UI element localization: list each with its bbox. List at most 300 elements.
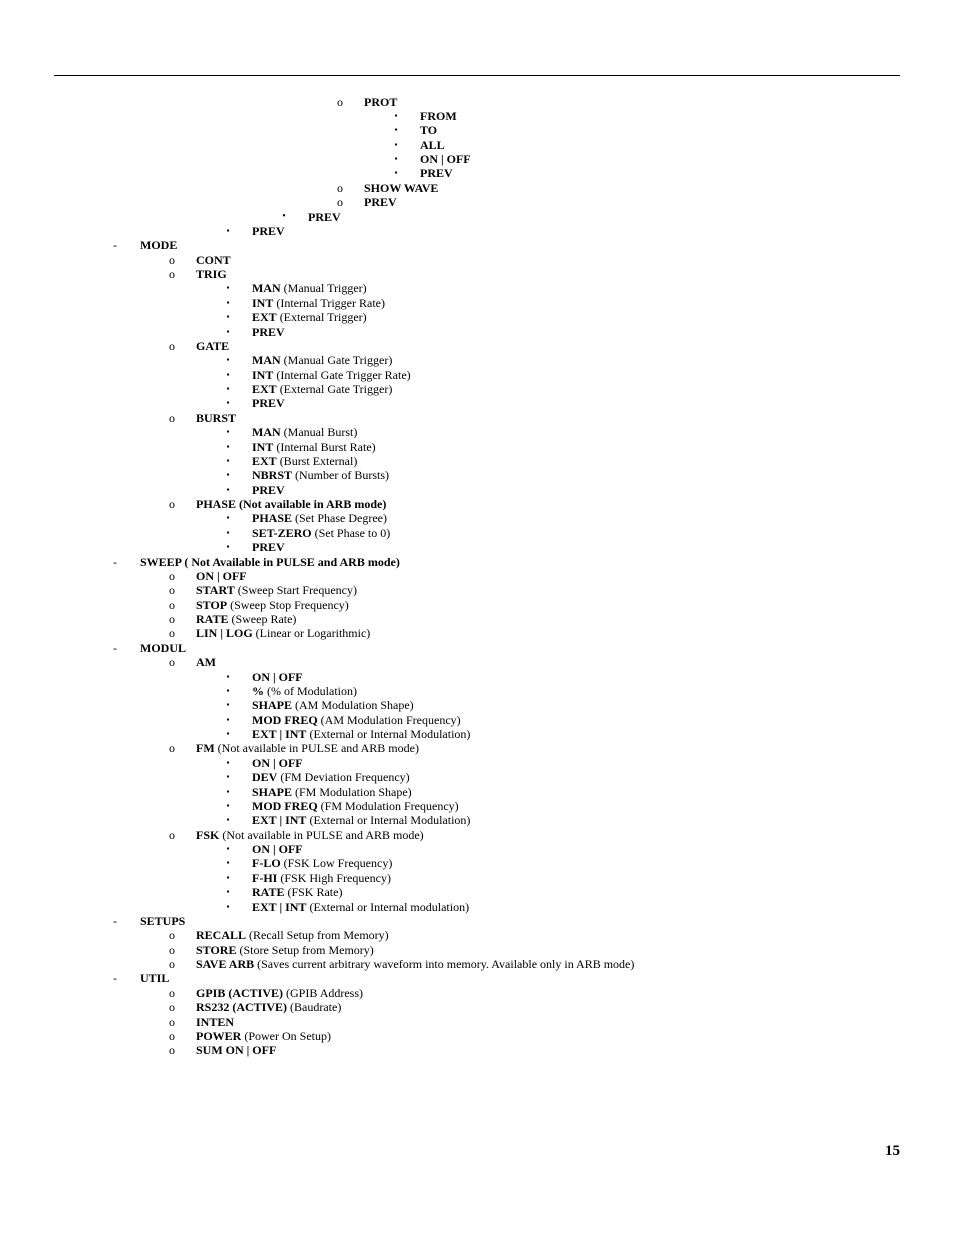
outline-item xyxy=(0,425,954,439)
item-key: ON | OFF xyxy=(196,568,247,583)
item-key: EXT xyxy=(252,382,277,396)
item-text xyxy=(196,1043,276,1057)
outline-item xyxy=(0,181,954,195)
item-description: (Sweep Rate) xyxy=(228,612,297,626)
item-key: CONT xyxy=(196,252,231,267)
item-key: SHAPE xyxy=(252,698,293,713)
item-description: (Power On Setup) xyxy=(241,1028,331,1043)
item-description: (Not available in PULSE and ARB mode) xyxy=(214,741,419,756)
outline-item xyxy=(0,95,954,109)
item-text xyxy=(364,181,438,195)
outline-item xyxy=(0,727,954,741)
list-marker: o xyxy=(169,741,175,756)
item-key: PREV xyxy=(252,540,285,555)
item-key: PREV xyxy=(308,209,341,224)
item-description: (External or Internal Modulation) xyxy=(306,813,471,828)
item-text xyxy=(140,238,177,252)
outline-item xyxy=(0,828,954,842)
list-marker: ▪ xyxy=(226,441,230,451)
list-marker: ▪ xyxy=(226,470,230,480)
item-description: (External or Internal Modulation) xyxy=(306,727,471,741)
item-key: PREV xyxy=(364,195,397,210)
item-text xyxy=(252,698,414,712)
item-text xyxy=(252,396,285,410)
list-marker: o xyxy=(337,195,343,210)
item-key: F-HI xyxy=(252,870,278,885)
item-description: (AM Modulation Shape) xyxy=(292,698,414,713)
outline-item xyxy=(0,928,954,942)
item-text xyxy=(252,483,285,497)
outline-item xyxy=(0,583,954,597)
item-text xyxy=(140,641,186,655)
outline-item xyxy=(0,612,954,626)
outline-item xyxy=(0,1000,954,1014)
item-description: (Sweep Start Frequency) xyxy=(234,583,357,598)
outline-item xyxy=(0,210,954,224)
list-marker: ▪ xyxy=(226,542,230,552)
item-description: (Internal Gate Trigger Rate) xyxy=(273,367,411,382)
list-marker: - xyxy=(113,640,117,655)
item-key: INTEN xyxy=(196,1014,235,1029)
item-description: (External Gate Trigger) xyxy=(276,382,393,396)
item-description: (Internal Burst Rate) xyxy=(273,439,376,454)
item-text xyxy=(252,727,470,741)
list-marker: ▪ xyxy=(394,168,398,178)
list-marker: ▪ xyxy=(226,398,230,408)
item-key: ALL xyxy=(420,137,445,152)
outline-item xyxy=(0,310,954,324)
item-text xyxy=(252,856,392,870)
item-text xyxy=(196,598,349,612)
item-text xyxy=(252,224,285,238)
outline-item xyxy=(0,454,954,468)
outline-item xyxy=(0,296,954,310)
list-marker: ▪ xyxy=(394,154,398,163)
outline-item xyxy=(0,986,954,1000)
item-text xyxy=(252,756,303,770)
list-marker: ▪ xyxy=(226,513,230,523)
item-key: SHOW WAVE xyxy=(364,180,439,195)
list-marker: o xyxy=(169,410,175,425)
item-key: SUM ON | OFF xyxy=(196,1043,277,1058)
item-description: (FM Modulation Frequency) xyxy=(317,798,459,813)
list-marker: o xyxy=(169,1000,175,1015)
item-text xyxy=(140,914,185,928)
item-text xyxy=(196,626,370,640)
item-key: RATE xyxy=(252,885,285,900)
outline-item xyxy=(0,713,954,727)
item-text xyxy=(252,670,303,684)
outline-item xyxy=(0,396,954,410)
list-marker: ▪ xyxy=(226,772,230,782)
outline-item xyxy=(0,166,954,180)
list-marker: ▪ xyxy=(394,125,398,135)
list-marker: o xyxy=(169,597,175,612)
list-marker: o xyxy=(169,267,175,281)
item-key: INT xyxy=(252,295,274,310)
item-description: (Baudrate) xyxy=(287,1000,342,1015)
list-marker: ▪ xyxy=(226,455,230,465)
outline-item xyxy=(0,497,954,511)
item-description: (Not available in PULSE and ARB mode) xyxy=(219,827,424,842)
item-key: START xyxy=(196,583,235,598)
list-marker: ▪ xyxy=(226,800,230,810)
outline-item xyxy=(0,641,954,655)
item-text xyxy=(364,195,397,209)
item-text xyxy=(196,1000,341,1014)
outline-item xyxy=(0,152,954,166)
item-key: GATE xyxy=(196,338,230,353)
item-key: ON | OFF xyxy=(252,669,303,684)
outline-item xyxy=(0,411,954,425)
outline-item xyxy=(0,483,954,497)
item-text xyxy=(252,454,357,468)
item-key: SHAPE xyxy=(252,784,293,799)
list-marker: o xyxy=(169,252,175,267)
item-text xyxy=(252,368,411,382)
item-key: SETUPS xyxy=(140,913,186,928)
item-text xyxy=(196,986,363,1000)
item-text xyxy=(196,928,389,942)
outline-item xyxy=(0,842,954,856)
item-key: MODUL xyxy=(140,640,186,655)
item-text xyxy=(252,785,412,799)
item-text xyxy=(196,411,236,425)
item-key: STOP xyxy=(196,597,228,612)
outline-item xyxy=(0,253,954,267)
outline-item xyxy=(0,138,954,152)
item-description: (Internal Trigger Rate) xyxy=(273,295,385,310)
outline-item xyxy=(0,741,954,755)
outline-item xyxy=(0,799,954,813)
outline-item xyxy=(0,770,954,784)
item-text xyxy=(196,497,386,511)
item-text xyxy=(140,971,169,985)
outline-item xyxy=(0,756,954,770)
item-text xyxy=(196,655,216,669)
item-description: (FSK Low Frequency) xyxy=(280,856,393,871)
list-marker: ▪ xyxy=(226,355,230,365)
outline-item xyxy=(0,856,954,870)
item-key: PREV xyxy=(420,166,453,181)
item-description: (Manual Burst) xyxy=(280,425,358,440)
item-key: UTIL xyxy=(140,971,170,986)
list-marker: o xyxy=(169,928,175,943)
list-marker: ▪ xyxy=(226,369,230,379)
item-key: EXT xyxy=(252,310,277,325)
outline-item xyxy=(0,526,954,540)
item-text xyxy=(196,943,374,957)
item-key: RECALL xyxy=(196,928,247,943)
item-text xyxy=(196,957,634,971)
item-text xyxy=(252,770,410,784)
item-key: BURST xyxy=(196,410,237,425)
item-key: PREV xyxy=(252,223,285,238)
list-marker: o xyxy=(169,957,175,971)
item-text xyxy=(252,684,357,698)
list-marker: o xyxy=(169,583,175,598)
list-marker: ▪ xyxy=(226,685,230,695)
item-text xyxy=(252,842,303,856)
list-marker: o xyxy=(337,180,343,195)
list-marker: o xyxy=(169,827,175,842)
menu-outline xyxy=(0,95,954,1058)
item-text xyxy=(196,1029,331,1043)
list-marker: ▪ xyxy=(226,326,230,336)
item-key: ON | OFF xyxy=(420,152,471,166)
item-description: (Manual Trigger) xyxy=(280,281,367,296)
item-description: (Linear or Logarithmic) xyxy=(252,626,371,641)
outline-item xyxy=(0,885,954,899)
item-text xyxy=(420,138,445,152)
outline-item xyxy=(0,1043,954,1057)
item-text xyxy=(252,871,391,885)
item-key: ON | OFF xyxy=(252,842,303,856)
item-text xyxy=(252,799,459,813)
item-key: STORE xyxy=(196,942,237,957)
list-marker: o xyxy=(169,1014,175,1029)
item-description: (GPIB Address) xyxy=(283,985,364,1000)
item-description: (External Trigger) xyxy=(276,310,367,325)
list-marker: o xyxy=(169,568,175,583)
item-text xyxy=(420,123,437,137)
item-key: EXT | INT xyxy=(252,899,307,914)
list-marker: o xyxy=(169,497,175,511)
item-key: PROT xyxy=(364,94,398,109)
item-description: (Set Phase Degree) xyxy=(292,511,387,526)
item-text xyxy=(196,267,227,281)
outline-item xyxy=(0,195,954,209)
item-key: TO xyxy=(420,123,438,138)
item-text xyxy=(252,440,376,454)
list-marker: ▪ xyxy=(226,714,230,724)
item-description: (FM Deviation Frequency) xyxy=(277,770,410,785)
item-key: POWER xyxy=(196,1028,242,1043)
list-marker: ▪ xyxy=(226,901,230,911)
list-marker: o xyxy=(169,612,175,626)
outline-item xyxy=(0,238,954,252)
header-rule xyxy=(54,75,900,76)
outline-item xyxy=(0,943,954,957)
item-key: GPIB (ACTIVE) xyxy=(196,985,284,1000)
outline-item xyxy=(0,353,954,367)
outline-item xyxy=(0,598,954,612)
list-marker: ▪ xyxy=(226,283,230,293)
item-key: FROM xyxy=(420,108,457,123)
list-marker: ▪ xyxy=(226,844,230,853)
item-key: ON | OFF xyxy=(252,755,303,770)
list-marker: - xyxy=(113,554,117,569)
item-key: PREV xyxy=(252,482,285,497)
outline-item xyxy=(0,109,954,123)
item-key: F-LO xyxy=(252,856,281,871)
item-key: INT xyxy=(252,367,274,382)
item-text xyxy=(252,382,392,396)
list-marker: o xyxy=(169,1028,175,1043)
item-key: MAN xyxy=(252,425,281,440)
outline-item xyxy=(0,281,954,295)
outline-item xyxy=(0,957,954,971)
outline-item xyxy=(0,900,954,914)
item-text xyxy=(252,813,470,827)
item-text xyxy=(252,310,367,324)
item-key: PREV xyxy=(252,396,285,411)
outline-item xyxy=(0,971,954,985)
item-key: LIN | LOG xyxy=(196,626,253,641)
item-text xyxy=(420,152,471,166)
list-marker: - xyxy=(113,238,117,253)
item-description: (Burst External) xyxy=(276,453,358,468)
item-text xyxy=(196,339,229,353)
item-text xyxy=(196,741,419,755)
item-key: MODE xyxy=(140,238,178,253)
outline-item xyxy=(0,684,954,698)
list-marker: ▪ xyxy=(394,110,398,120)
outline-item xyxy=(0,785,954,799)
item-key: EXT xyxy=(252,453,277,468)
list-marker: ▪ xyxy=(226,786,230,796)
page-number: 15 xyxy=(885,1143,900,1159)
outline-item xyxy=(0,123,954,137)
item-description: (Saves current arbitrary waveform into memory. Available only in ARB mode) xyxy=(254,957,635,971)
outline-item xyxy=(0,339,954,353)
item-key: % xyxy=(252,683,264,698)
outline-item xyxy=(0,224,954,238)
outline-item xyxy=(0,468,954,482)
item-key: MOD FREQ xyxy=(252,712,318,727)
outline-item xyxy=(0,670,954,684)
item-description: (External or Internal modulation) xyxy=(306,899,470,914)
item-description: (Manual Gate Trigger) xyxy=(280,353,393,368)
item-text xyxy=(196,253,231,267)
item-key: SET-ZERO xyxy=(252,525,312,540)
item-text xyxy=(196,569,247,583)
list-marker: o xyxy=(169,338,175,353)
list-marker: o xyxy=(169,626,175,641)
outline-item xyxy=(0,267,954,281)
item-key: FSK xyxy=(196,827,220,842)
item-text xyxy=(364,95,397,109)
list-marker: o xyxy=(169,942,175,957)
outline-item xyxy=(0,871,954,885)
list-marker: - xyxy=(113,913,117,928)
list-marker: ▪ xyxy=(226,297,230,307)
item-text xyxy=(252,281,367,295)
outline-item xyxy=(0,626,954,640)
list-marker: ▪ xyxy=(226,384,230,393)
item-text xyxy=(252,425,357,439)
list-marker: ▪ xyxy=(226,887,230,897)
item-text xyxy=(308,210,341,224)
item-description: (Sweep Stop Frequency) xyxy=(227,597,349,612)
list-marker: ▪ xyxy=(226,527,230,537)
item-text xyxy=(140,555,400,569)
list-marker: ▪ xyxy=(226,225,230,235)
item-key: PREV xyxy=(252,324,285,339)
item-text xyxy=(252,526,390,540)
item-description: (% of Modulation) xyxy=(264,683,357,698)
item-key: FM xyxy=(196,741,215,756)
list-marker: ▪ xyxy=(226,757,230,767)
outline-item xyxy=(0,1015,954,1029)
item-key: EXT | INT xyxy=(252,813,307,828)
list-marker: ▪ xyxy=(226,700,230,710)
item-key: MOD FREQ xyxy=(252,798,318,813)
list-marker: ▪ xyxy=(394,139,398,149)
outline-item xyxy=(0,325,954,339)
outline-item xyxy=(0,914,954,928)
outline-item xyxy=(0,655,954,669)
item-key: PHASE (Not available in ARB mode) xyxy=(196,497,387,511)
outline-item xyxy=(0,368,954,382)
item-text xyxy=(196,612,296,626)
item-key: AM xyxy=(196,655,216,670)
item-description: (FSK High Frequency) xyxy=(277,870,391,885)
item-key: SAVE ARB xyxy=(196,957,255,971)
item-text xyxy=(420,166,453,180)
list-marker: ▪ xyxy=(226,427,230,437)
list-marker: ▪ xyxy=(226,484,230,494)
item-text xyxy=(252,353,392,367)
list-marker: • xyxy=(282,210,286,222)
outline-item xyxy=(0,555,954,569)
outline-item xyxy=(0,813,954,827)
item-text xyxy=(252,900,469,914)
item-text xyxy=(252,713,461,727)
item-key: TRIG xyxy=(196,267,227,281)
item-text xyxy=(252,325,285,339)
outline-item xyxy=(0,440,954,454)
item-key: RS232 (ACTIVE) xyxy=(196,1000,288,1015)
item-key: MAN xyxy=(252,281,281,296)
item-description: (FSK Rate) xyxy=(284,885,343,900)
item-key: NBRST xyxy=(252,468,293,483)
item-description: (Store Setup from Memory) xyxy=(236,942,374,957)
list-marker: ▪ xyxy=(226,312,230,322)
item-description: (Number of Bursts) xyxy=(292,468,389,483)
outline-item xyxy=(0,540,954,554)
item-text xyxy=(252,468,389,482)
outline-item xyxy=(0,382,954,396)
item-key: EXT | INT xyxy=(252,727,307,741)
list-marker: - xyxy=(113,971,117,986)
outline-item xyxy=(0,1029,954,1043)
item-key: DEV xyxy=(252,770,278,785)
list-marker: ▪ xyxy=(226,671,230,681)
outline-item xyxy=(0,511,954,525)
list-marker: o xyxy=(169,655,175,670)
list-marker: ▪ xyxy=(226,729,230,738)
item-key: PHASE xyxy=(252,511,293,526)
outline-item xyxy=(0,698,954,712)
item-description: (AM Modulation Frequency) xyxy=(317,712,461,727)
list-marker: o xyxy=(169,1043,175,1058)
list-marker: ▪ xyxy=(226,858,230,868)
item-description: (Recall Setup from Memory) xyxy=(246,928,389,943)
item-key: SWEEP ( Not Available in PULSE and ARB mode) xyxy=(140,554,400,569)
item-text xyxy=(252,540,285,554)
item-key: RATE xyxy=(196,612,229,626)
list-marker: o xyxy=(169,985,175,1000)
item-text xyxy=(252,296,385,310)
item-text xyxy=(196,1015,234,1029)
item-description: (FM Modulation Shape) xyxy=(292,784,412,799)
item-text xyxy=(252,885,342,899)
item-key: INT xyxy=(252,439,274,454)
outline-item xyxy=(0,569,954,583)
item-text xyxy=(252,511,387,525)
list-marker: o xyxy=(337,94,343,109)
